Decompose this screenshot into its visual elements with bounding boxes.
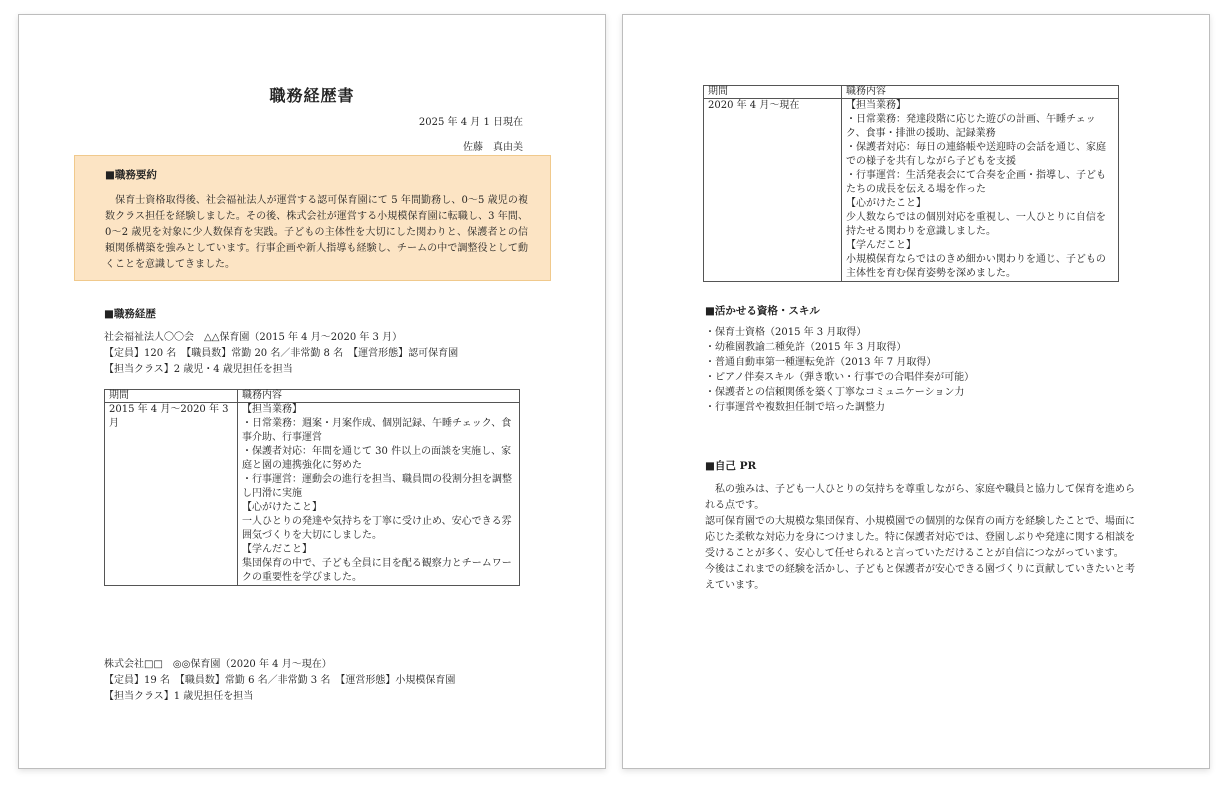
table2-header-content: 職務内容 [842, 86, 1119, 99]
skill-item: ・行事運営や複数担任制で培った調整力 [705, 402, 885, 413]
skills-heading: ■活かせる資格・スキル [705, 305, 820, 317]
table2-content: 【担当業務】 ・日常業務：発達段階に応じた遊びの計画、午睡チェック、食事・排泄の援助、記録業務 ・保護者対応：毎日の連絡帳や送迎時の会話を通じ、家庭での様子を共有しながら子どもを支援 ・行事運営：生活発表会にて合奏を企画・指導し、子どもたちの成長を伝える場を作った 【心がけたこと】 少人数ならではの個別対応を重視し、一人ひとりに自信を持たせる関わりを意識しました。 【学んだこと】 小規模保育ならではのきめ細かい関わりを通じ、子どもの主体性を育む保育姿勢を深めました。 [842, 99, 1119, 282]
company1-details: 【定員】120 名 【職員数】常勤 20 名／非常勤 8 名 【運営形態】認可保育園 [104, 348, 459, 359]
document-page-2 [622, 14, 1210, 769]
table2-header-period: 期間 [704, 86, 842, 99]
company2-info: 株式会社□□ ◎◎保育園（2020 年 4 月〜現在） [104, 659, 332, 670]
company1-info: 社会福祉法人〇〇会 △△保育園（2015 年 4 月〜2020 年 3 月） [104, 332, 403, 343]
skills-list [705, 325, 974, 415]
skill-item: ・幼稚園教諭二種免許（2015 年 3 月取得） [705, 342, 907, 353]
document-page-1 [18, 14, 606, 769]
pr-paragraph: 私の強みは、子ども一人ひとりの気持ちを尊重しながら、家庭や職員と協力して保育を進められる点です。 [705, 484, 1135, 511]
skill-item: ・ピアノ伴奏スキル（弾き歌い・行事での合唱伴奏が可能） [705, 372, 975, 383]
pr-body [705, 482, 1135, 594]
pr-heading: ■自己 PR [705, 460, 757, 472]
skill-item: ・保護者との信頼関係を築く丁寧なコミュニケーション力 [705, 387, 965, 398]
author-name: 佐藤 真由美 [463, 142, 523, 153]
skill-item: ・普通自動車第一種運転免許（2013 年 7 月取得） [705, 357, 937, 368]
job-table-2 [703, 85, 1119, 282]
table1-header-period: 期間 [105, 390, 238, 403]
pr-paragraph: 認可保育園での大規模な集団保育、小規模園での個別的な保育の両方を経験したことで、場面に応じた柔軟な対応力を身につけました。特に保護者対応では、登園しぶりや発達に関する相談を受けることが多く、安心して任せられると言っていただけることが自信につながっています。 [705, 516, 1135, 559]
skill-item: ・保育士資格（2015 年 3 月取得） [705, 327, 867, 338]
table1-content: 【担当業務】 ・日常業務：週案・月案作成、個別記録、午睡チェック、食事介助、行事運営 ・保護者対応：年間を通じて 30 件以上の面談を実施し、家庭と園の連携強化に努めた ・行事運営：運動会の進行を担当、職員間の役割分担を調整し円滑に実施 【心がけたこと】 一人ひとりの発達や気持ちを丁寧に受け止め、安心できる雰囲気づくりを大切にしました。 【学んだこと】 集団保育の中で、子ども全員に目を配る観察力とチームワークの重要性を学びました。 [238, 403, 520, 586]
job-table-1 [104, 389, 520, 586]
company2-details: 【定員】19 名 【職員数】常勤 6 名／非常勤 3 名 【運営形態】小規模保育園 [104, 675, 456, 686]
pr-paragraph: 今後はこれまでの経験を活かし、子どもと保護者が安心できる園づくりに貢献していきたいと考えています。 [705, 564, 1135, 591]
table1-period: 2015 年 4 月〜2020 年 3 月 [105, 403, 238, 586]
document-title: 職務経歴書 [269, 86, 355, 105]
summary-box [74, 155, 551, 281]
company2-class: 【担当クラス】1 歳児担任を担当 [104, 691, 254, 702]
history-heading: ■職務経歴 [104, 308, 156, 320]
company1-class: 【担当クラス】2 歳児・4 歳児担任を担当 [104, 364, 293, 375]
summary-heading: ■職務要約 [105, 169, 157, 181]
document-date: 2025 年 4 月 1 日現在 [418, 117, 523, 128]
summary-text: 保育士資格取得後、社会福祉法人が運営する認可保育園にて 5 年間勤務し、0〜5 歳児の複数クラス担任を経験しました。その後、株式会社が運営する小規模保育園に転職し、3 年間、0〜2 歳児を対象に少人数保育を実践。子どもの主体性を大切にした関わりと、保護者との信頼関係構築を強みとしています。行事企画や新人指導も経験し、チームの中で調整役として動くことを意識してきました。 [105, 195, 528, 270]
table1-header-content: 職務内容 [238, 390, 520, 403]
table2-period: 2020 年 4 月〜現在 [704, 99, 842, 282]
